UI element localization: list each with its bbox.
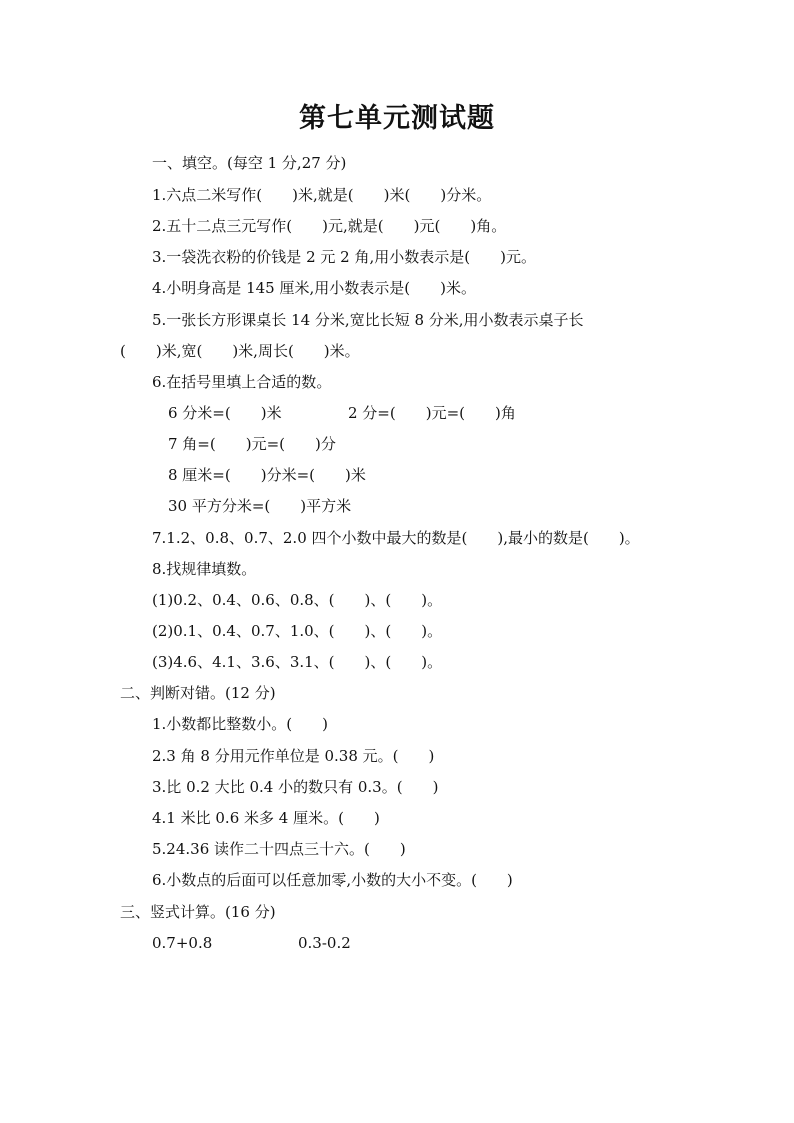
calculation-1: 0.7+0.8: [152, 934, 213, 952]
question-1-6-d: 8 厘米=( )分米=( )米: [168, 466, 366, 484]
section-3-heading: 三、竖式计算。(16 分): [120, 903, 276, 921]
question-2-1: 1.小数都比整数小。( ): [152, 715, 329, 733]
question-1-6-c: 7 角=( )元=( )分: [168, 435, 336, 453]
question-2-2: 2.3 角 8 分用元作单位是 0.38 元。( ): [152, 747, 435, 765]
calculation-2: 0.3-0.2: [298, 934, 351, 952]
question-1-6-heading: 6.在括号里填上合适的数。: [152, 373, 332, 391]
page-title: 第七单元测试题: [299, 103, 495, 134]
section-2-heading: 二、判断对错。(12 分): [120, 684, 276, 702]
question-2-3: 3.比 0.2 大比 0.4 小的数只有 0.3。( ): [152, 778, 439, 796]
question-2-6: 6.小数点的后面可以任意加零,小数的大小不变。( ): [152, 871, 513, 889]
question-1-1: 1.六点二米写作( )米,就是( )米( )分米。: [152, 186, 492, 204]
question-2-4: 4.1 米比 0.6 米多 4 厘米。( ): [152, 809, 380, 827]
question-2-5: 5.24.36 读作二十四点三十六。( ): [152, 840, 406, 858]
question-1-6-b: 2 分=( )元=( )角: [348, 404, 516, 422]
question-1-7: 7.1.2、0.8、0.7、2.0 四个小数中最大的数是( ),最小的数是( )。: [152, 529, 640, 547]
question-1-2: 2.五十二点三元写作( )元,就是( )元( )角。: [152, 217, 507, 235]
question-1-5-line2: ( )米,宽( )米,周长( )米。: [120, 342, 360, 360]
question-1-3: 3.一袋洗衣粉的价钱是 2 元 2 角,用小数表示是( )元。: [152, 248, 536, 266]
question-1-6-a: 6 分米=( )米: [168, 404, 282, 422]
question-1-8-3: (3)4.6、4.1、3.6、3.1、( )、( )。: [152, 653, 443, 671]
question-1-4: 4.小明身高是 145 厘米,用小数表示是( )米。: [152, 279, 476, 297]
section-1-heading: 一、填空。(每空 1 分,27 分): [152, 154, 347, 172]
question-1-8-heading: 8.找规律填数。: [152, 560, 257, 578]
question-1-8-2: (2)0.1、0.4、0.7、1.0、( )、( )。: [152, 622, 443, 640]
question-1-6-e: 30 平方分米=( )平方米: [168, 497, 352, 515]
question-1-8-1: (1)0.2、0.4、0.6、0.8、( )、( )。: [152, 591, 443, 609]
question-1-5-line1: 5.一张长方形课桌长 14 分米,宽比长短 8 分米,用小数表示桌子长: [152, 311, 584, 329]
